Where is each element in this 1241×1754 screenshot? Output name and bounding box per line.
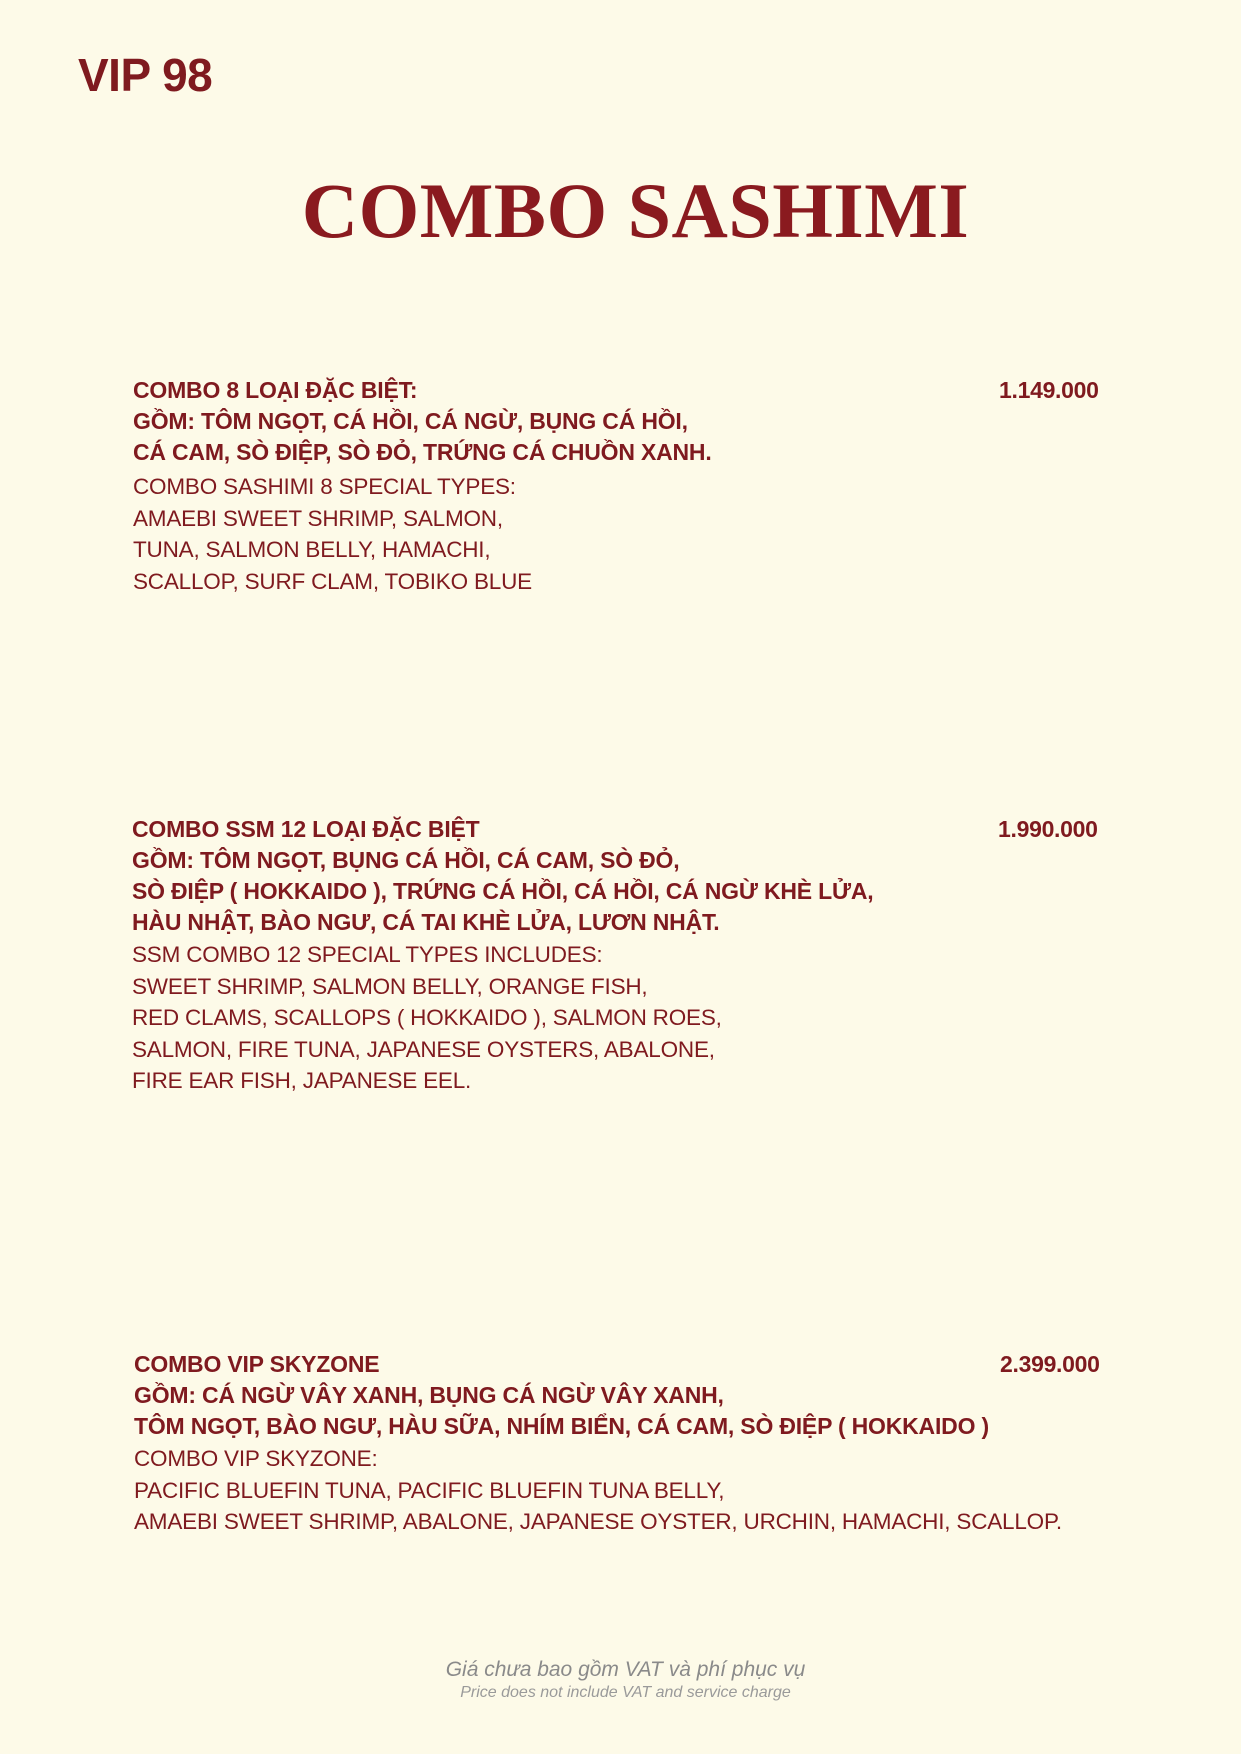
item-price: 1.990.000: [998, 816, 1098, 842]
item-description-en: [133, 471, 1113, 597]
item-price: 2.399.000: [1000, 1351, 1100, 1377]
description-en-line: AMAEBI SWEET SHRIMP, SALMON,: [133, 505, 503, 531]
footer-note-vi: Giá chưa bao gồm VAT và phí phục vụ: [445, 1658, 806, 1681]
description-en-line: PACIFIC BLUEFIN TUNA, PACIFIC BLUEFIN TUNA BELLY,: [134, 1477, 725, 1503]
description-en-line: SSM COMBO 12 SPECIAL TYPES INCLUDES:: [132, 942, 603, 967]
description-vi-line: TÔM NGỌT, BÀO NGƯ, HÀU SỮA, NHÍM BIỂN, CÁ CAM, SÒ ĐIỆP ( HOKKAIDO ): [134, 1413, 989, 1439]
description-en-line: AMAEBI SWEET SHRIMP, ABALONE, JAPANESE OYSTER, URCHIN, HAMACHI, SCALLOP.: [134, 1509, 1062, 1534]
description-vi-line: GỒM: TÔM NGỌT, CÁ HỒI, CÁ NGỪ, BỤNG CÁ HỒI,: [133, 408, 688, 434]
menu-item-combo-ssm-12: [132, 814, 1112, 1097]
item-name: COMBO SSM 12 LOẠI ĐẶC BIỆT: [132, 816, 480, 842]
item-description-en: [134, 1443, 1114, 1538]
footer-note-en: Price does not include VAT and service charge: [460, 1684, 791, 1701]
description-en-line: SALMON, FIRE TUNA, JAPANESE OYSTERS, ABALONE,: [132, 1036, 715, 1062]
menu-item-combo-8: [133, 375, 1113, 597]
page-title: COMBO SASHIMI: [301, 167, 970, 254]
vip-badge: VIP 98: [78, 49, 213, 101]
item-description-vi: [132, 845, 1112, 938]
item-description-en: [132, 939, 1112, 1097]
item-head: [132, 814, 1112, 845]
description-en-line: COMBO VIP SKYZONE:: [134, 1446, 378, 1471]
item-description-vi: [133, 406, 1113, 468]
item-name: COMBO 8 LOẠI ĐẶC BIỆT:: [133, 377, 418, 403]
item-description-vi: [134, 1380, 1114, 1442]
description-vi-line: CÁ CAM, SÒ ĐIỆP, SÒ ĐỎ, TRỨNG CÁ CHUỒN XANH.: [133, 439, 712, 465]
item-head: [133, 375, 1113, 406]
description-en-line: SCALLOP, SURF CLAM, TOBIKO BLUE: [133, 568, 532, 594]
description-vi-line: SÒ ĐIỆP ( HOKKAIDO ), TRỨNG CÁ HỒI, CÁ HỒI, CÁ NGỪ KHÈ LỬA,: [132, 878, 874, 904]
menu-item-combo-vip-skyzone: [134, 1349, 1114, 1538]
item-price: 1.149.000: [999, 377, 1099, 403]
description-en-line: TUNA, SALMON BELLY, HAMACHI,: [133, 537, 491, 562]
description-en-line: FIRE EAR FISH, JAPANESE EEL.: [132, 1068, 472, 1093]
description-vi-line: GỒM: TÔM NGỌT, BỤNG CÁ HỒI, CÁ CAM, SÒ ĐỎ,: [132, 847, 680, 873]
footer-note: [0, 1657, 1241, 1703]
item-name: COMBO VIP SKYZONE: [134, 1351, 380, 1377]
description-vi-line: GỒM: CÁ NGỪ VÂY XANH, BỤNG CÁ NGỪ VÂY XANH,: [134, 1382, 724, 1408]
description-en-line: SWEET SHRIMP, SALMON BELLY, ORANGE FISH,: [132, 973, 648, 999]
item-head: [134, 1349, 1114, 1380]
description-vi-line: HÀU NHẬT, BÀO NGƯ, CÁ TAI KHÈ LỬA, LƯƠN NHẬT.: [132, 909, 720, 935]
description-en-line: RED CLAMS, SCALLOPS ( HOKKAIDO ), SALMON ROES,: [132, 1005, 722, 1030]
description-en-line: COMBO SASHIMI 8 SPECIAL TYPES:: [133, 474, 516, 499]
